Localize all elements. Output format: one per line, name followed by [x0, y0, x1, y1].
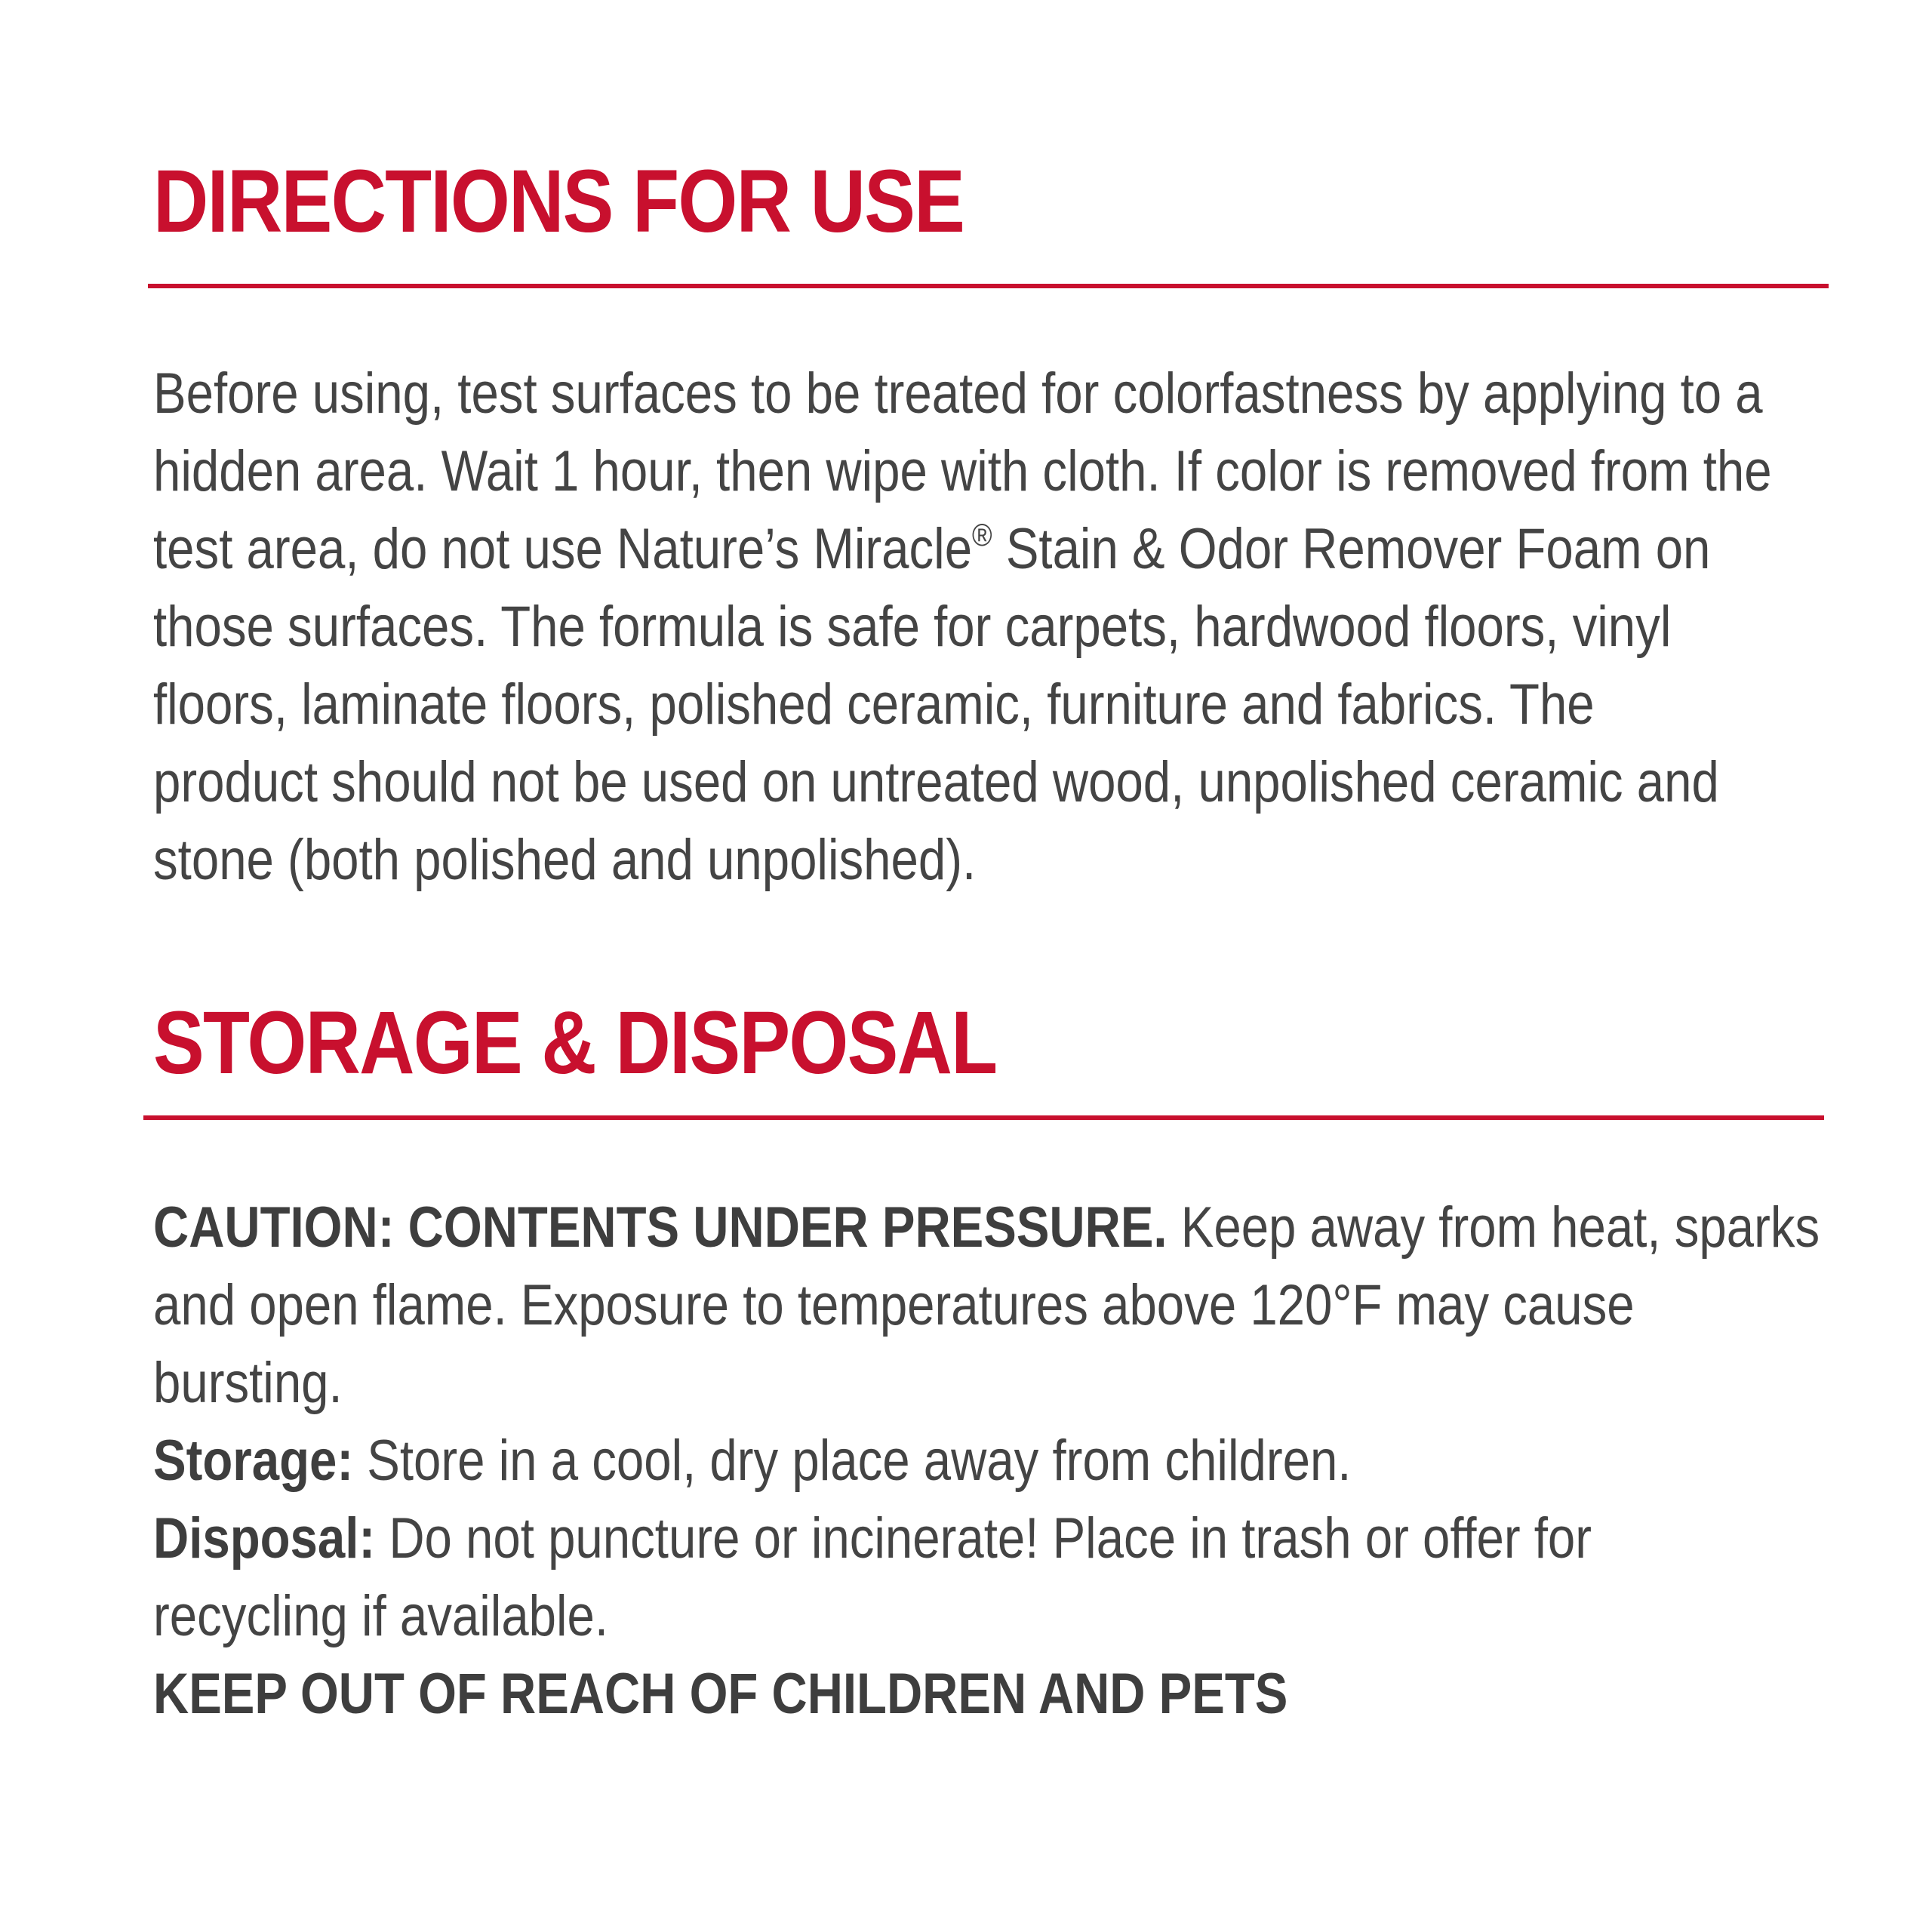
storage-label: Storage:: [153, 1429, 354, 1493]
disposal-line: [153, 1500, 1607, 1577]
caution-label: CAUTION: CONTENTS UNDER PRESSURE.: [153, 1195, 1168, 1260]
directions-line: hidden area. Wait 1 hour, then wipe with cloth. If color is removed from the: [153, 439, 1772, 503]
directions-line-part: test area, do not use Nature’s Miracle: [153, 517, 973, 581]
storage-body: [153, 1189, 1820, 1733]
directions-line: stone (both polished and unpolished).: [153, 828, 977, 892]
directions-line: floors, laminate floors, polished ceramic, furniture and fabrics. The: [153, 672, 1595, 737]
disposal-label: Disposal:: [153, 1506, 376, 1571]
caution-line: bursting.: [153, 1351, 343, 1415]
warning-text: KEEP OUT OF REACH OF CHILDREN AND PETS: [153, 1662, 1288, 1726]
storage-text: Store in a cool, dry place away from children.: [353, 1429, 1352, 1493]
directions-body: [153, 355, 1772, 899]
caution-line: and open flame. Exposure to temperatures above 120°F may cause: [153, 1273, 1635, 1337]
directions-line: those surfaces. The formula is safe for carpets, hardwood floors, vinyl: [153, 595, 1672, 659]
disposal-text: Do not puncture or incinerate! Place in trash or offer for: [375, 1506, 1592, 1571]
directions-line-part: Stain & Odor Remover Foam on: [992, 517, 1711, 581]
directions-line: [153, 510, 1711, 588]
storage-line: [153, 1422, 1607, 1500]
storage-heading: STORAGE & DISPOSAL: [153, 993, 997, 1093]
disposal-line: recycling if available.: [153, 1584, 609, 1648]
directions-heading: DIRECTIONS FOR USE: [153, 152, 964, 251]
caution-text: Keep away from heat, sparks: [1167, 1195, 1820, 1260]
storage-divider: [143, 1115, 1824, 1120]
directions-divider: [148, 284, 1829, 288]
registered-mark: ®: [972, 517, 992, 552]
directions-line: Before using, test surfaces to be treated for colorfastness by applying to a: [153, 361, 1763, 426]
caution-line: [153, 1189, 1820, 1266]
directions-line: product should not be used on untreated wood, unpolished ceramic and: [153, 750, 1719, 814]
